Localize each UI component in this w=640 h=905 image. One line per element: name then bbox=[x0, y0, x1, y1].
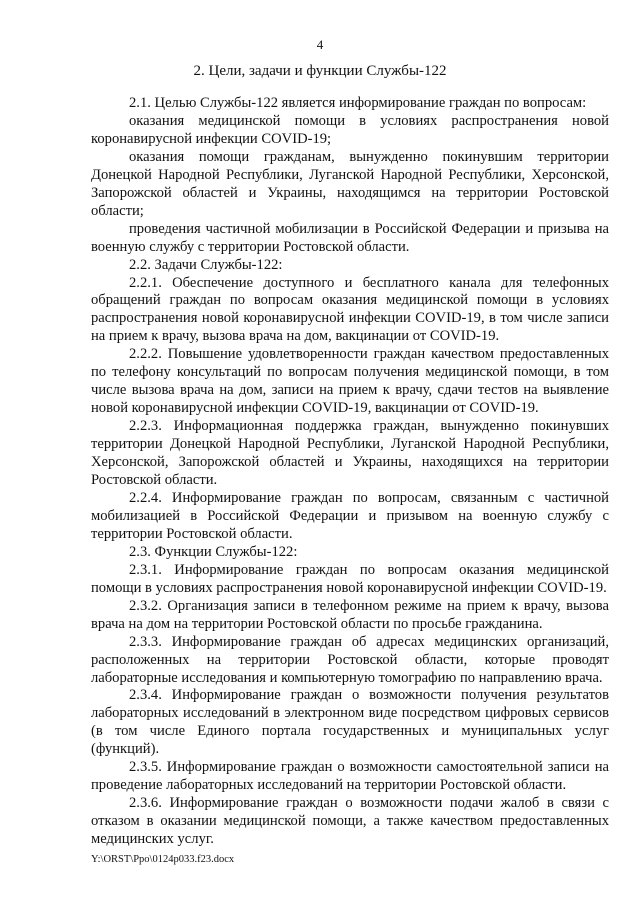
paragraph-2-2-2: 2.2.2. Повышение удовлетворенности граждан качеством предоставленных по телефону консультаций по вопросам получения медицинской помощи, в том числе вызова врача на дом, записи на прием к врачу, сдачи тестов на выявление новой коронавирусной инфекции COVID-19, вакцинации от COVID-19. bbox=[91, 346, 609, 417]
paragraph-2-3-1: 2.3.1. Информирование граждан по вопросам оказания медицинской помощи в условиях распространения новой коронавирусной инфекции COVID-19. bbox=[91, 561, 609, 596]
paragraph-2-3: 2.3. Функции Службы-122: bbox=[129, 543, 298, 560]
paragraph-2-3-6: 2.3.6. Информирование граждан о возможности подачи жалоб в связи с отказом в оказании медицинской помощи, а также качеством предоставленных медицинских услуг. bbox=[91, 795, 609, 848]
paragraph-2-2-4: 2.2.4. Информирование граждан по вопросам, связанным с частичной мобилизацией в Российской Федерации и призывом на военную службу с территории Ростовской области. bbox=[91, 489, 609, 542]
paragraph-2-1: 2.1. Целью Службы-122 является информирование граждан по вопросам: bbox=[129, 95, 587, 111]
paragraph-2-2: 2.2. Задачи Службы-122: bbox=[129, 256, 283, 273]
paragraph-2-1-item-medical: оказания медицинской помощи в условиях распространения новой коронавирусной инфекции COVID-19; bbox=[91, 112, 609, 147]
paragraph-2-3-5: 2.3.5. Информирование граждан о возможности самостоятельной записи на проведение лабораторных исследований на территории Ростовской области. bbox=[91, 759, 609, 794]
page-number: 4 bbox=[316, 37, 324, 52]
document-body bbox=[91, 95, 609, 849]
section-title: 2. Цели, задачи и функции Службы-122 bbox=[193, 63, 447, 79]
paragraph-2-2-1: 2.2.1. Обеспечение доступного и бесплатного канала для телефонных обращений граждан по вопросам оказания медицинской помощи в условиях распространения новой коронавирусной инфекции COVID-19, в том числе записи на прием к врачу, вызова врача на дом, вакцинации от COVID-19. bbox=[91, 274, 609, 345]
paragraph-2-1-item-refugees: оказания помощи гражданам, вынужденно покинувшим территории Донецкой Народной Республики, Луганской Народной Республики, Херсонской, Запорожской областей и Украины, находящимся на территории Ростовской области; bbox=[91, 148, 609, 219]
paragraph-2-1-item-mobilization: проведения частичной мобилизации в Российской Федерации и призыва на военную службу с территории Ростовской области. bbox=[91, 220, 609, 255]
paragraph-2-3-3: 2.3.3. Информирование граждан об адресах медицинских организаций, расположенных на территории Ростовской области, которые проводят лабораторные исследования и компьютерную томографию по направлению врача. bbox=[91, 633, 609, 686]
footer-file-path: Y:\ORST\Ppo\0124p033.f23.docx bbox=[91, 854, 235, 865]
paragraph-2-3-2: 2.3.2. Организация записи в телефонном режиме на прием к врачу, вызова врача на дом на территории Ростовской области по просьбе гражданина. bbox=[91, 597, 609, 632]
paragraph-2-3-4: 2.3.4. Информирование граждан о возможности получения результатов лабораторных исследований в электронном виде посредством цифровых сервисов (в том числе Единого портала государственных и муниципальных услуг (функций). bbox=[91, 687, 609, 758]
paragraph-2-2-3: 2.2.3. Информационная поддержка граждан, вынужденно покинувших территории Донецкой Народной Республики, Луганской Народной Республики, Херсонской, Запорожской областей и Украины, находящихся на территории Ростовской области. bbox=[91, 418, 609, 489]
